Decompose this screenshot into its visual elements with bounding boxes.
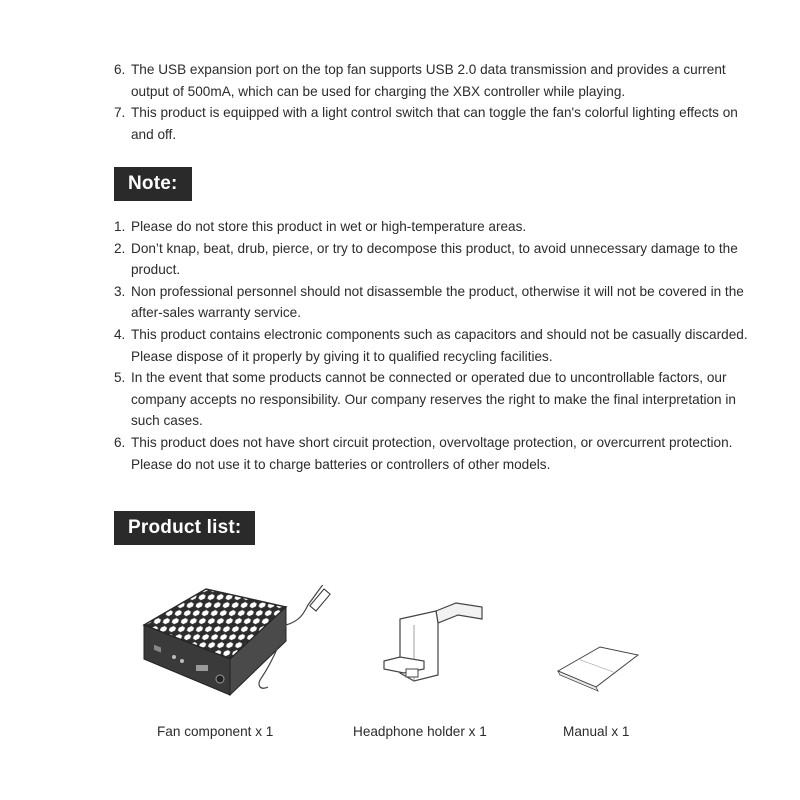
product-list [0, 585, 800, 765]
features-list [114, 59, 754, 145]
list-item-number: 3. [114, 283, 126, 299]
product-item [556, 585, 646, 715]
list-item [114, 238, 754, 281]
product-caption: Manual x 1 [563, 724, 630, 739]
list-item-text: This product is equipped with a light control switch that can toggle the fan's colorful lighting effects on and off. [131, 105, 738, 142]
headphone-holder-icon [376, 585, 486, 695]
note-heading: Note: [114, 167, 192, 201]
list-item-text: Please do not store this product in wet or high-temperature areas. [131, 219, 527, 234]
list-item-number: 5. [114, 370, 126, 386]
manual-icon [556, 585, 646, 695]
list-item-text: Don’t knap, beat, drub, pierce, or try to decompose this product, to avoid unnecessary damage to the product. [131, 240, 738, 278]
list-item-number: 4. [114, 326, 126, 342]
product-caption: Headphone holder x 1 [353, 724, 487, 739]
list-item [114, 216, 754, 238]
list-item-number: 6. [114, 434, 126, 450]
list-item-number: 1. [114, 219, 126, 234]
list-item-text: This product contains electronic components such as capacitors and should not be casually discarded. Please dispose of it properly by giving it to qualified recycling facilities. [131, 326, 748, 364]
list-item [114, 324, 754, 367]
product-list-heading: Product list: [114, 511, 255, 545]
list-item-number: 6. [114, 62, 126, 77]
product-item [376, 585, 486, 715]
list-item-text: This product does not have short circuit protection, overvoltage protection, or overcurrent protection. Please do not use it to charge batteries or controllers of other models. [131, 434, 733, 472]
list-item-number: 2. [114, 240, 126, 256]
list-item [114, 59, 754, 102]
list-item [114, 102, 754, 145]
list-item-text: In the event that some products cannot be connected or operated due to uncontrollable factors, our company accepts no responsibility. Our company reserves the right to make the final interpretation in such cases. [131, 370, 736, 429]
fan-component-icon [130, 585, 350, 710]
product-caption: Fan component x 1 [157, 724, 274, 739]
note-list [114, 216, 754, 475]
list-item-text: Non professional personnel should not disassemble the product, otherwise it will not be covered in the after-sales warranty service. [131, 283, 744, 321]
list-item [114, 281, 754, 324]
list-item-number: 7. [114, 105, 126, 121]
list-item [114, 432, 754, 475]
list-item [114, 367, 754, 432]
list-item-text: The USB expansion port on the top fan supports USB 2.0 data transmission and provides a current output of 500mA, which can be used for charging the XBX controller while playing. [131, 62, 726, 99]
